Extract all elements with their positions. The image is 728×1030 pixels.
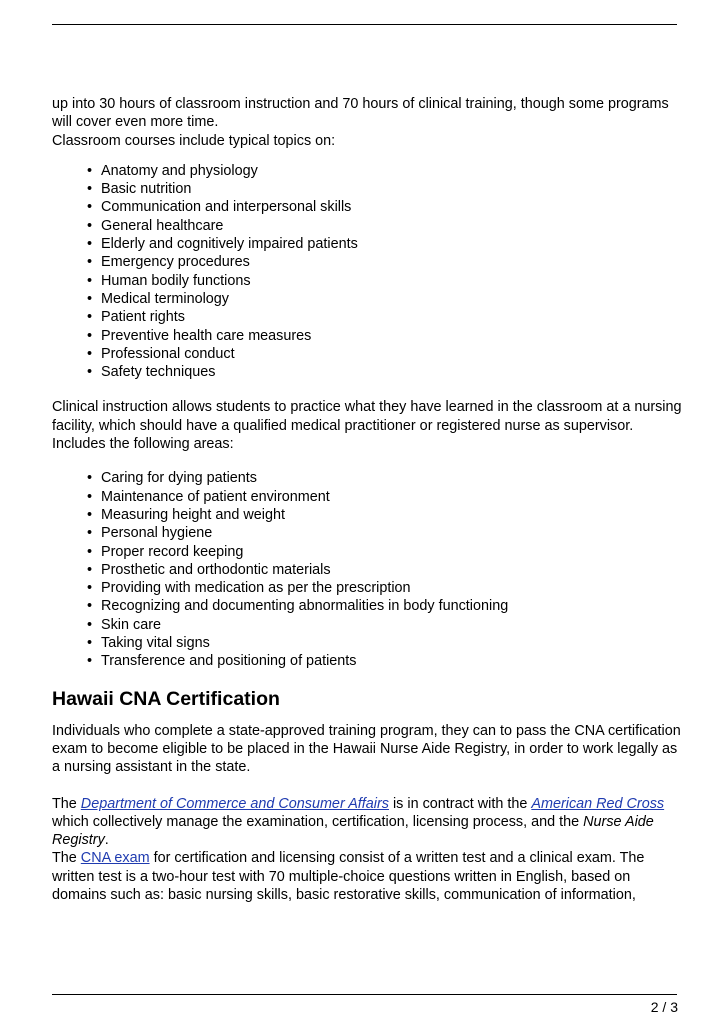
list-item: • Patient rights [52, 308, 682, 326]
certification-paragraph: Individuals who complete a state-approved training program, they can to pass the CNA certification exam to become eligible to be placed in the Hawaii Nurse Aide Registry, in order to work legally as a nursing assistant in the state. [52, 722, 681, 776]
dept-text-pre: The [52, 795, 81, 812]
list-item: • Communication and interpersonal skills [52, 198, 682, 216]
list-item: • Medical terminology [52, 290, 682, 308]
list-item: • Skin care [52, 616, 682, 634]
exam-paragraph [52, 849, 682, 904]
list-item: • Basic nutrition [52, 180, 682, 198]
clinical-intro-paragraph: Clinical instruction allows students to practice what they have learned in the classroom at a nursing facility, which should have a qualified medical practitioner or registered nurse as supervisor. Includes the following areas: [52, 399, 682, 453]
list-item: • Emergency procedures [52, 253, 682, 271]
cna-exam-link[interactable]: CNA exam [80, 850, 150, 867]
list-item: • General healthcare [52, 217, 682, 235]
classroom-topics-list [52, 162, 682, 382]
list-item: • Personal hygiene [52, 524, 682, 542]
intro-line-1: up into 30 hours of classroom instruction and 70 hours of clinical training, though some programs will cover even more time. [52, 96, 669, 131]
red-cross-link[interactable]: American Red Cross [531, 795, 665, 812]
exam-text-pre: The [52, 850, 81, 867]
list-item: • Safety techniques [52, 363, 682, 381]
dept-text-end: . [104, 832, 109, 849]
list-item: • Taking vital signs [52, 634, 682, 652]
list-item: • Caring for dying patients [52, 469, 682, 487]
dept-text-mid: is in contract with the [388, 795, 532, 812]
list-item: • Providing with medication as per the prescription [52, 579, 682, 597]
list-item: • Professional conduct [52, 345, 682, 363]
list-item: • Transference and positioning of patients [52, 652, 682, 670]
list-item: • Human bodily functions [52, 272, 682, 290]
list-item: • Measuring height and weight [52, 506, 682, 524]
list-item: • Preventive health care measures [52, 327, 682, 345]
page-number: 2 / 3 [650, 999, 678, 1015]
dept-text-post: which collectively manage the examination, certification, licensing process, and the [52, 813, 584, 830]
list-item: • Anatomy and physiology [52, 162, 682, 180]
list-item: • Proper record keeping [52, 543, 682, 561]
dcca-link[interactable]: Department of Commerce and Consumer Affairs [80, 795, 389, 812]
intro-line-2: Classroom courses include typical topics on: [52, 132, 336, 149]
department-paragraph [52, 795, 682, 850]
list-item: • Recognizing and documenting abnormalities in body functioning [52, 597, 682, 615]
list-item: • Prosthetic and orthodontic materials [52, 561, 682, 579]
section-heading: Hawaii CNA Certification [52, 687, 280, 710]
list-item: • Maintenance of patient environment [52, 488, 682, 506]
exam-text-post: for certification and licensing consist of a written test and a clinical exam. The written test is a two-hour test with 70 multiple-choice questions written in English, based on domains such as: basic nursing skills, basic restorative skills, communication of information, [52, 850, 645, 903]
list-item: • Elderly and cognitively impaired patients [52, 235, 682, 253]
page-content [52, 95, 682, 904]
clinical-areas-list [52, 469, 682, 670]
footer-rule [52, 994, 677, 995]
intro-paragraph [52, 95, 682, 150]
header-rule [52, 24, 677, 25]
nurse-aide-registry-text: Nurse Aide Registry [52, 813, 654, 849]
